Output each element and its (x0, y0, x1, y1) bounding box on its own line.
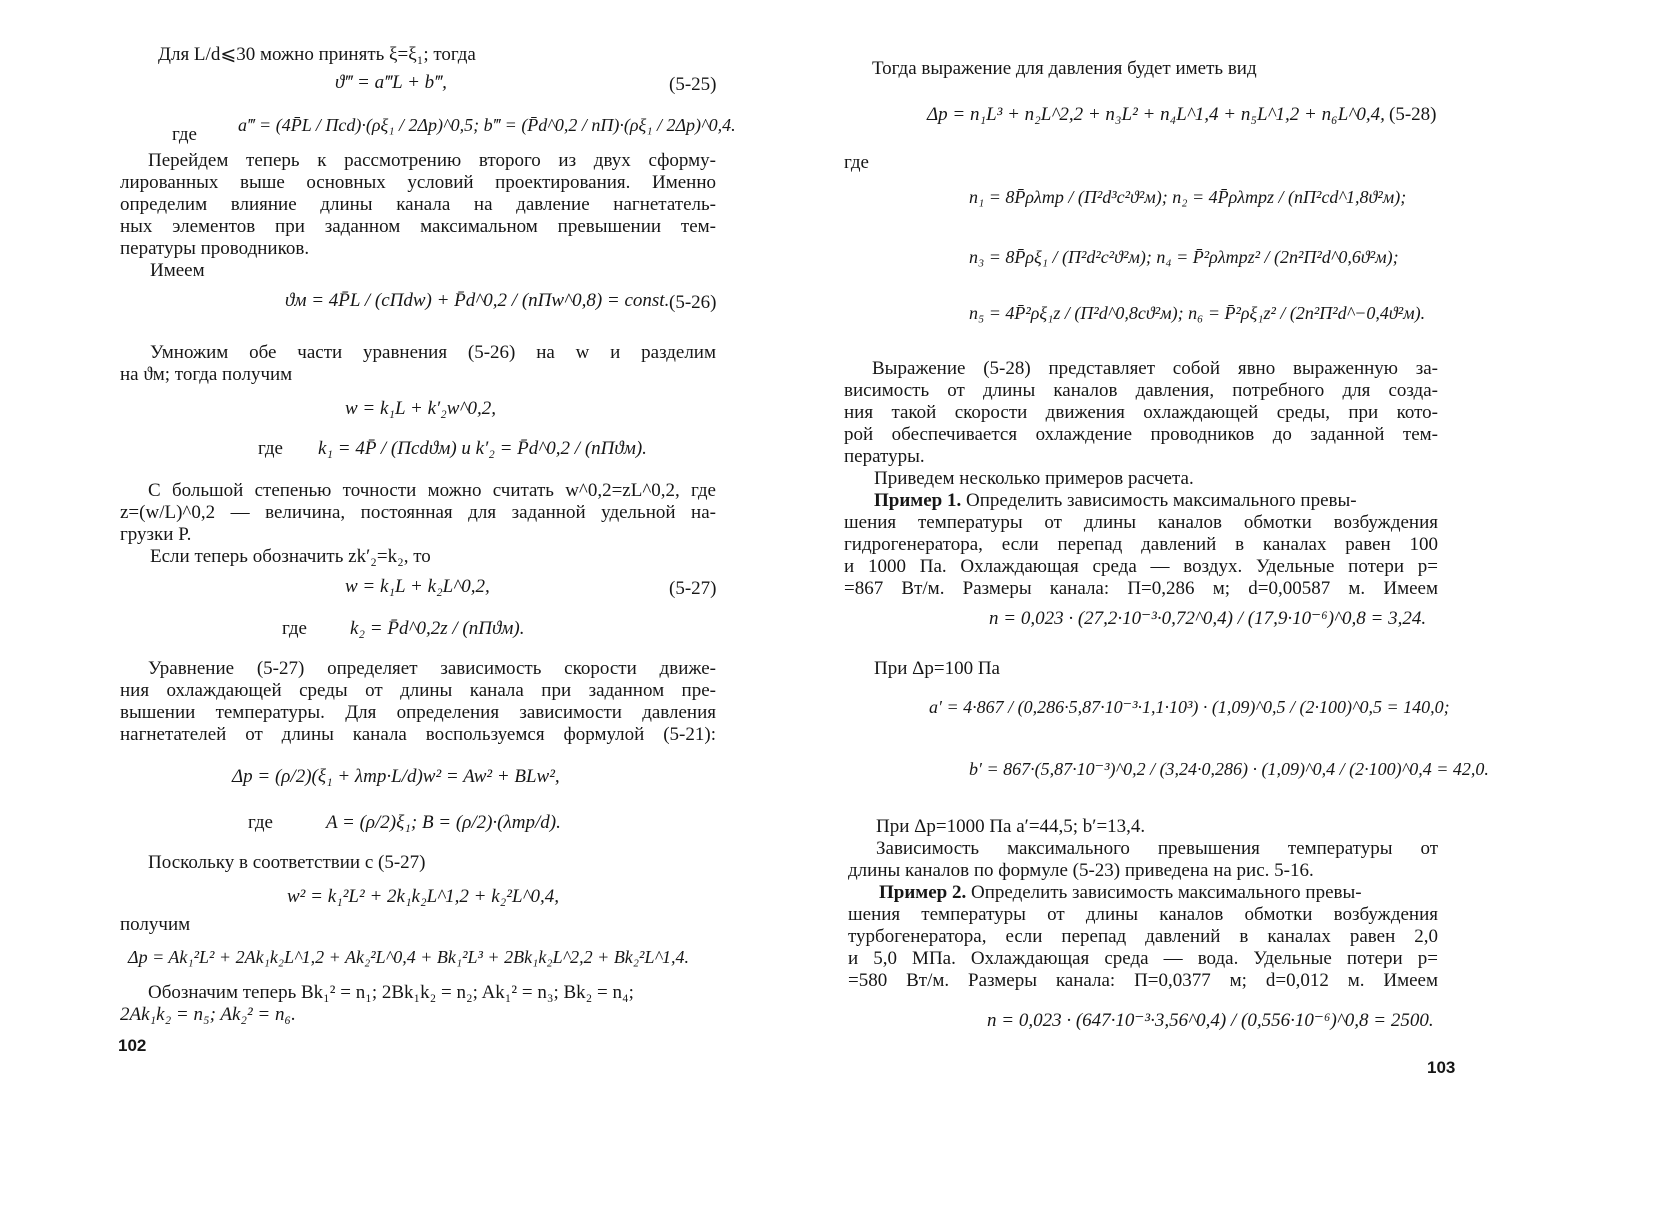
equation-number: (5-28) (1389, 104, 1437, 125)
paragraph-line: на ϑм; тогда получим (120, 364, 293, 385)
equation-number: (5-27) (669, 578, 717, 599)
paragraph-line: Зависимость максимального превышения температуры от (876, 838, 1438, 859)
equation-n3-n4: n₃ = 8P̄ρξ₁ / (Π²d²c²ϑ²м); n₄ = P̄²ρλтрz² / (2n²Π²d^0,6ϑ²м); (969, 247, 1399, 267)
example-text: Определить зависимость максимального превы- (961, 490, 1357, 511)
paragraph-line: пературы проводников. (120, 238, 310, 259)
equation-delta-p: Δp = (ρ/2)(ξ₁ + λтр·L/d)w² = Aw² + BLw², (232, 766, 560, 787)
paragraph-line: 2Ak₁k₂ = n₅; Ak₂² = n₆. (120, 1004, 296, 1025)
paragraph-line: шения температуры от длины каналов обмотки возбуждения (844, 512, 1438, 533)
paragraph-line: висимость от длины каналов давления, потребного для созда- (844, 380, 1438, 401)
equation-n-example-1: n = 0,023 · (27,2·10⁻³·0,72^0,4) / (17,9·10⁻⁶)^0,8 = 3,24. (989, 608, 1427, 629)
paragraph-line: рой обеспечивается охлаждение проводников до заданной тем- (844, 424, 1438, 445)
equation-a-prime: a′ = 4·867 / (0,286·5,87·10⁻³·1,1·10³) · (1,09)^0,5 / (2·100)^0,5 = 140,0; (929, 697, 1450, 717)
paragraph-line: получим (120, 914, 191, 935)
paragraph-line: Умножим обе части уравнения (5-26) на w и разделим (150, 342, 716, 363)
text-line: Для L/d⩽30 можно принять ξ=ξ₁; тогда (158, 44, 476, 65)
paragraph-line: При Δp=100 Па (874, 658, 1000, 679)
text-line: Тогда выражение для давления будет иметь вид (872, 58, 1257, 79)
right-page (839, 0, 1678, 1220)
paragraph-line: лированных выше основных условий проектирования. Именно (120, 172, 716, 193)
paragraph-line: Обозначим теперь Bk₁² = n₁; 2Bk₁k₂ = n₂; Ak₁² = n₃; Bk₂ = n₄; (148, 982, 634, 1003)
paragraph-line: Приведем несколько примеров расчета. (874, 468, 1194, 489)
where-label: где (172, 124, 197, 145)
paragraph-line: z=(w/L)^0,2 — величина, постоянная для заданной удельной на- (120, 502, 716, 523)
equation-5-27: w = k₁L + k₂L^0,2, (345, 576, 490, 597)
paragraph-line: =867 Вт/м. Размеры канала: Π=0,286 м; d=0,00587 м. Имеем (844, 578, 1438, 599)
paragraph-line: длины каналов по формуле (5-23) приведена на рис. 5-16. (848, 860, 1314, 881)
paragraph-line: Перейдем теперь к рассмотрению второго из двух сформу- (148, 150, 716, 171)
paragraph-line: ных элементов при заданном максимальном превышении тем- (120, 216, 716, 237)
paragraph-line: гидрогенератора, если перепад давлений в каналах равен 100 (844, 534, 1438, 555)
paragraph-line: Выражение (5-28) представляет собой явно выраженную за- (872, 358, 1438, 379)
equation-k1-k2prime: k₁ = 4P̄ / (Πcdϑм) и k′₂ = P̄d^0,2 / (nΠϑм). (318, 438, 647, 459)
paragraph-line (874, 490, 1357, 512)
where-label: где (282, 618, 307, 639)
paragraph-line: определим влияние длины канала на давление нагнетатель- (120, 194, 716, 215)
paragraph-line: ния охлаждающей среды от длины канала при заданном пре- (120, 680, 716, 701)
equation-5-28: Δp = n₁L³ + n₂L^2,2 + n₃L² + n₄L^1,4 + n₅L^1,2 + n₆L^0,4, (927, 104, 1385, 125)
where-label: где (258, 438, 283, 459)
paragraph-line: =580 Вт/м. Размеры канала: Π=0,0377 м; d=0,012 м. Имеем (848, 970, 1438, 991)
equation-n1-n2: n₁ = 8P̄ρλтр / (Π²d³c²ϑ²м); n₂ = 4P̄ρλтрz / (nΠ²cd^1,8ϑ²м); (969, 187, 1407, 207)
equation-n5-n6: n₅ = 4P̄²ρξ₁z / (Π²d^0,8cϑ²м); n₆ = P̄²ρξ₁z² / (2n²Π²d^−0,4ϑ²м). (969, 303, 1426, 323)
paragraph-line: и 5,0 МПа. Охлаждающая среда — вода. Удельные потери p= (848, 948, 1438, 969)
paragraph-line: Имеем (150, 260, 205, 281)
paragraph-line: грузки P. (120, 524, 192, 545)
paragraph-line: нагнетателей от длины канала воспользуемся формулой (5-21): (120, 724, 716, 745)
equation-b-prime: b′ = 867·(5,87·10⁻³)^0,2 / (3,24·0,286) · (1,09)^0,4 / (2·100)^0,4 = 42,0. (969, 759, 1489, 779)
equation-number: (5-26) (669, 292, 717, 313)
paragraph-line: и 1000 Па. Охлаждающая среда — воздух. Удельные потери p= (844, 556, 1438, 577)
paragraph-line: ния такой скорости движения охлаждающей среды, при кото- (844, 402, 1438, 423)
where-label: где (844, 152, 869, 173)
example-heading: Пример 1. (874, 490, 962, 511)
paragraph-line: пературы. (844, 446, 925, 467)
paragraph-line (879, 882, 1362, 904)
paragraph-line: шения температуры от длины каналов обмотки возбуждения (848, 904, 1438, 925)
example-text: Определить зависимость максимального превы- (966, 882, 1362, 903)
equation-delta-p-expanded: Δp = Ak₁²L² + 2Ak₁k₂L^1,2 + Ak₂²L^0,4 + Bk₁²L³ + 2Bk₁k₂L^2,2 + Bk₂²L^1,4. (128, 947, 690, 967)
paragraph-line: Если теперь обозначить zk′₂=k₂, то (150, 546, 431, 567)
example-heading: Пример 2. (879, 882, 967, 903)
equation-5-25: ϑ‴ = a‴L + b‴, (335, 72, 447, 93)
paragraph-line: вышении температуры. Для определения зависимости давления (120, 702, 716, 723)
equation-w-squared: w² = k₁²L² + 2k₁k₂L^1,2 + k₂²L^0,4, (287, 886, 560, 907)
equation-w: w = k₁L + k′₂w^0,2, (345, 398, 496, 419)
where-label: где (248, 812, 273, 833)
paragraph-line: Уравнение (5-27) определяет зависимость скорости движе- (148, 658, 716, 679)
equation-number: (5-25) (669, 74, 717, 95)
equation-5-26: ϑм = 4P̄L / (cΠdw) + P̄d^0,2 / (nΠw^0,8) = const. (285, 290, 670, 311)
paragraph-line: С большой степенью точности можно считать w^0,2=zL^0,2, где (148, 480, 716, 501)
page-number: 103 (1427, 1058, 1456, 1077)
equation-a-b: A = (ρ/2)ξ₁; B = (ρ/2)·(λтр/d). (326, 812, 561, 833)
paragraph-line: При Δp=1000 Па a′=44,5; b′=13,4. (876, 816, 1146, 837)
equation-5-25-coefficients: a‴ = (4P̄L / Πcd)·(ρξ₁ / 2Δp)^0,5; b‴ = (P̄d^0,2 / nΠ)·(ρξ₁ / 2Δp)^0,4. (238, 115, 736, 135)
page-number: 102 (118, 1036, 147, 1055)
equation-n-example-2: n = 0,023 · (647·10⁻³·3,56^0,4) / (0,556·10⁻⁶)^0,8 = 2500. (987, 1010, 1434, 1031)
equation-k2: k₂ = P̄d^0,2z / (nΠϑм). (350, 618, 525, 639)
paragraph-line: Поскольку в соответствии с (5-27) (148, 852, 426, 873)
paragraph-line: турбогенератора, если перепад давлений в каналах равен 2,0 (848, 926, 1438, 947)
